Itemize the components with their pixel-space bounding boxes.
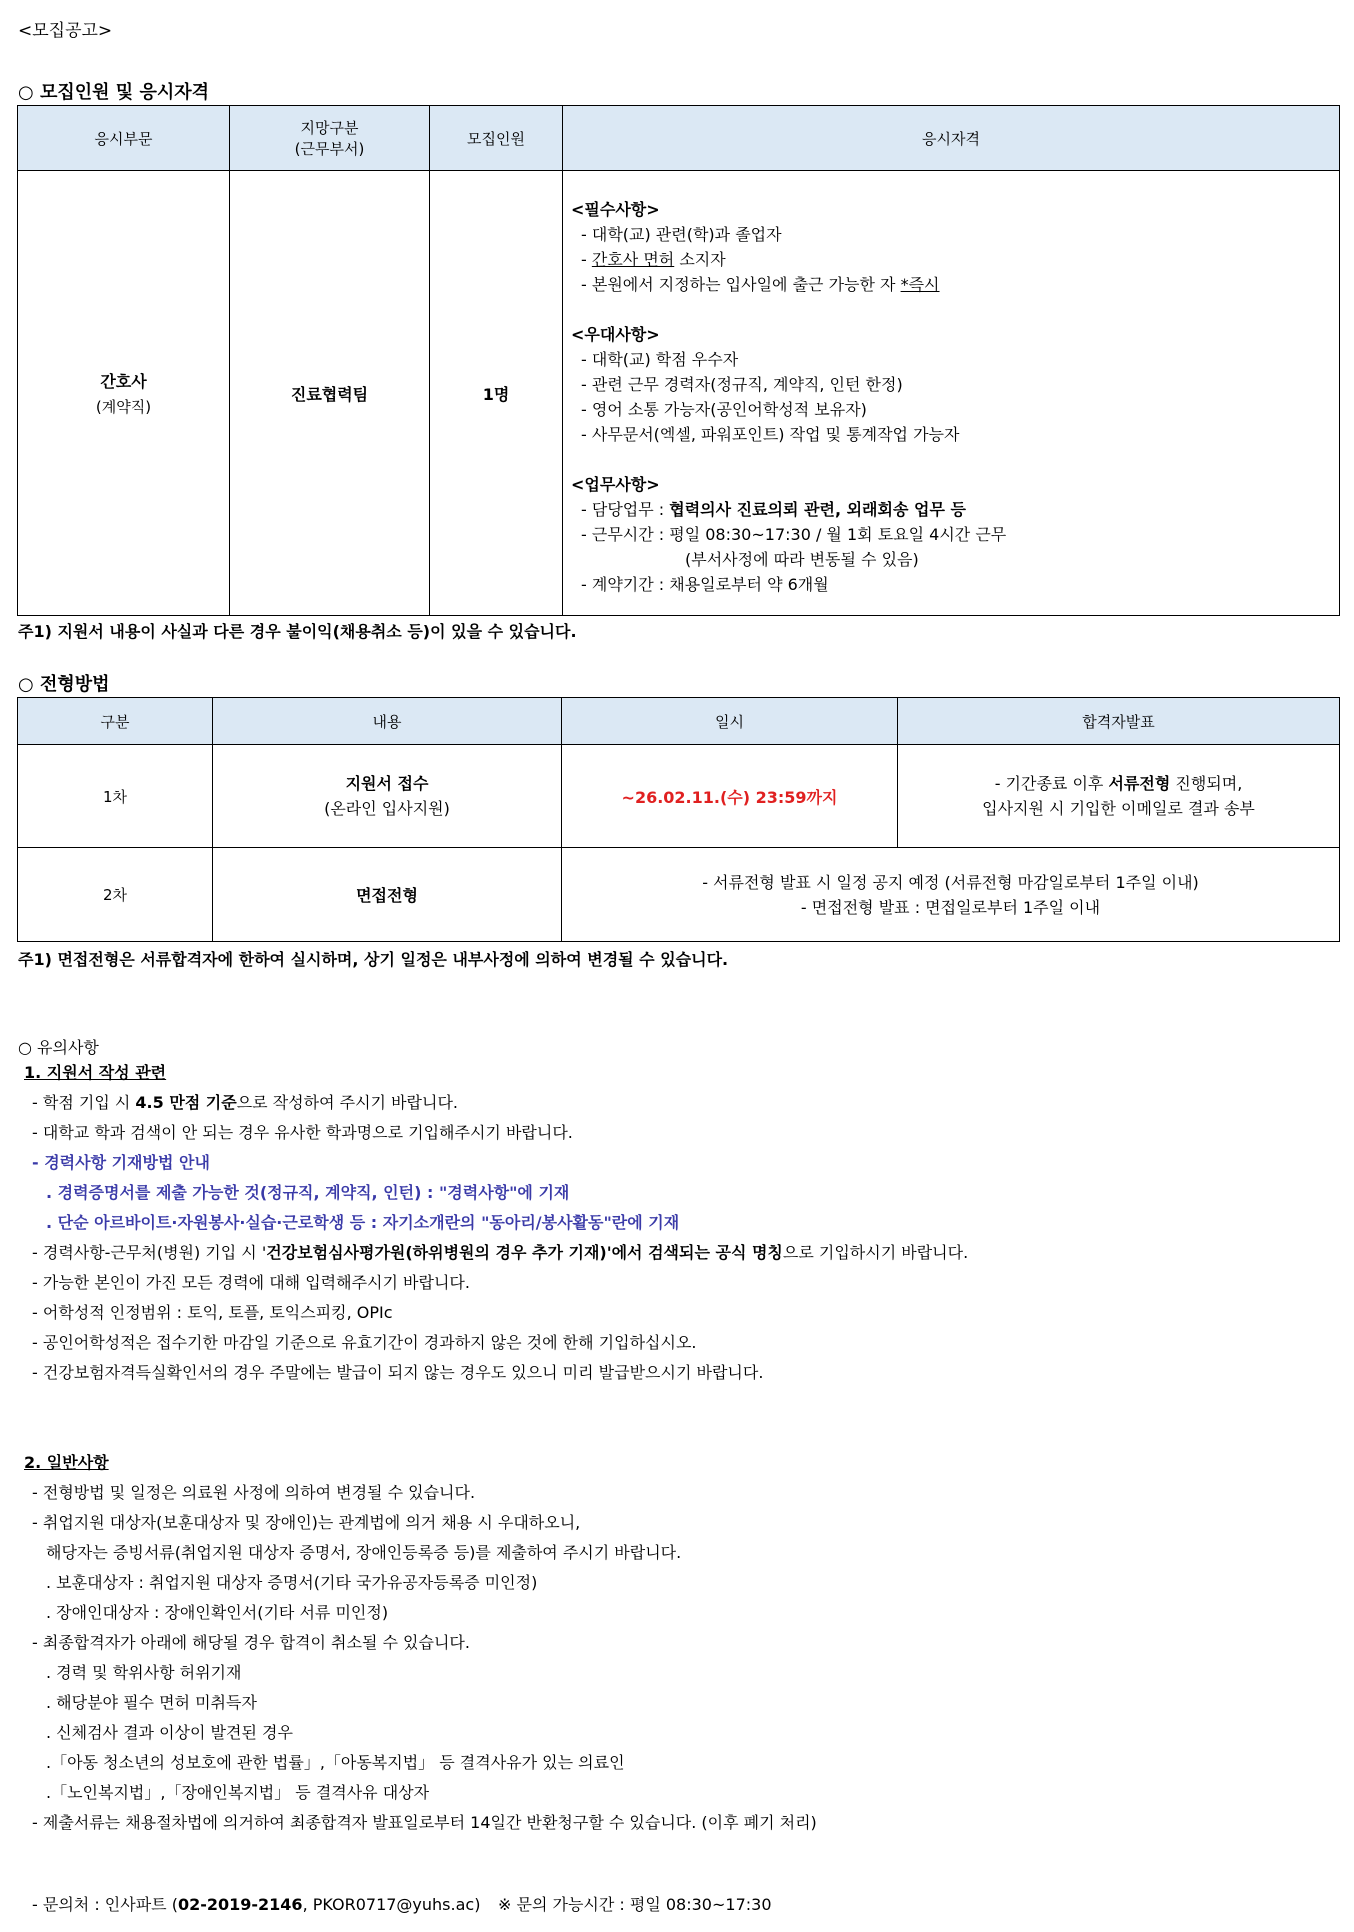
cell-count: 1명 bbox=[430, 171, 563, 616]
cell-content-1: 지원서 접수 (온라인 입사지원) bbox=[213, 745, 562, 848]
cell-date-1: ~26.02.11.(수) 23:59까지 bbox=[562, 745, 898, 848]
notice-item: - 어학성적 인정범위 : 토익, 토플, 토익스피킹, OPIc bbox=[32, 1303, 393, 1322]
notice-subheading-1: 1. 지원서 작성 관련 bbox=[24, 1063, 167, 1082]
header-content: 내용 bbox=[213, 698, 562, 745]
cell-content-2: 면접전형 bbox=[213, 848, 562, 942]
general-item: - 최종합격자가 아래에 해당될 경우 합격이 취소될 수 있습니다. bbox=[32, 1633, 470, 1652]
header-count: 모집인원 bbox=[430, 106, 563, 171]
cell-team: 진료협력팀 bbox=[230, 171, 430, 616]
notice-item: - 경력사항 기재방법 안내 bbox=[32, 1153, 210, 1172]
selection-note: 주1) 면접전형은 서류합격자에 한하여 실시하며, 상기 일정은 내부사정에 의하여 변경될 수 있습니다. bbox=[18, 950, 729, 969]
cell-info-2: - 서류전형 발표 시 일정 공지 예정 (서류전형 마감일로부터 1주일 이내) - 면접전형 발표 : 면접일로부터 1주일 이내 bbox=[562, 848, 1340, 942]
cell-result-1: - 기간종료 이후 서류전형 진행되며, 입사지원 시 기입한 이메일로 결과 송부 bbox=[898, 745, 1340, 848]
general-item: 해당자는 증빙서류(취업지원 대상자 증명서, 장애인등록증 등)를 제출하여 주시기 바랍니다. bbox=[46, 1543, 682, 1562]
header-division: 응시부문 bbox=[18, 106, 230, 171]
contact-hours: ※ 문의 가능시간 : 평일 08:30~17:30 bbox=[498, 1895, 772, 1914]
cell-qualifications: <필수사항> - 대학(교) 관련(학)과 졸업자 - 간호사 면허 소지자 - 본원에서 지정하는 입사일에 출근 가능한 자 *즉시 <우대사항> - 대학(교) 학점 우수자 - 관련 근무 경력자(정규직, 계약직, 인턴 한정) - 영어 소통 가능자(공인어학성적 보유자) - 사무문서(엑셀, 파워포인트) 작업 및 통계작업 가능자 <업무사항> - 담당업무 : 협력의사 진료의뢰 관련, 외래회송 업무 등 - 근무시간 : 평일 08:30~17:30 / 월 1회 토요일 4시간 근무 (부서사정에 따라 변동될 수 있음) - 계약기간 : 채용일로부터 약 6개월 bbox=[563, 171, 1340, 616]
general-item: .「아동 청소년의 성보호에 관한 법률」,「아동복지법」 등 결격사유가 있는 의료인 bbox=[46, 1753, 625, 1772]
cell-dept: 간호사 (계약직) bbox=[18, 171, 230, 616]
cell-stage-1: 1차 bbox=[18, 745, 213, 848]
header-result: 합격자발표 bbox=[898, 698, 1340, 745]
general-item: . 장애인대상자 : 장애인확인서(기타 서류 미인정) bbox=[46, 1603, 389, 1622]
contact-info: - 문의처 : 인사파트 (02-2019-2146, PKOR0717@yuhs.ac) bbox=[32, 1895, 481, 1914]
cell-stage-2: 2차 bbox=[18, 848, 213, 942]
recruitment-note: 주1) 지원서 내용이 사실과 다른 경우 불이익(채용취소 등)이 있을 수 있습니다. bbox=[18, 622, 577, 641]
header-stage: 구분 bbox=[18, 698, 213, 745]
page-title: <모집공고> bbox=[18, 21, 113, 41]
header-qualification: 응시자격 bbox=[563, 106, 1340, 171]
notice-subheading-2: 2. 일반사항 bbox=[24, 1453, 109, 1472]
header-date: 일시 bbox=[562, 698, 898, 745]
section-heading-recruitment: ○ 모집인원 및 응시자격 bbox=[18, 82, 209, 103]
general-item: . 보훈대상자 : 취업지원 대상자 증명서(기타 국가유공자등록증 미인정) bbox=[46, 1573, 538, 1592]
general-item: - 전형방법 및 일정은 의료원 사정에 의하여 변경될 수 있습니다. bbox=[32, 1483, 476, 1502]
general-item: - 제출서류는 채용절차법에 의거하여 최종합격자 발표일로부터 14일간 반환청구할 수 있습니다. (이후 폐기 처리) bbox=[32, 1813, 817, 1832]
notice-item: . 경력증명서를 제출 가능한 것(정규직, 계약직, 인턴) : "경력사항"에 기재 bbox=[46, 1183, 570, 1202]
recruitment-table bbox=[17, 105, 1340, 616]
notice-item: - 가능한 본인이 가진 모든 경력에 대해 입력해주시기 바랍니다. bbox=[32, 1273, 470, 1292]
notice-item: - 건강보험자격득실확인서의 경우 주말에는 발급이 되지 않는 경우도 있으니 미리 발급받으시기 바랍니다. bbox=[32, 1363, 764, 1382]
section-heading-notice: ○ 유의사항 bbox=[18, 1038, 99, 1057]
general-item: . 경력 및 학위사항 허위기재 bbox=[46, 1663, 242, 1682]
notice-item: - 학점 기입 시 4.5 만점 기준으로 작성하여 주시기 바랍니다. bbox=[32, 1093, 458, 1112]
notice-item: . 단순 아르바이트·자원봉사·실습·근로학생 등 : 자기소개란의 "동아리/봉사활동"란에 기재 bbox=[46, 1213, 680, 1232]
notice-item: - 대학교 학과 검색이 안 되는 경우 유사한 학과명으로 기입해주시기 바랍니다. bbox=[32, 1123, 573, 1142]
section-heading-selection: ○ 전형방법 bbox=[18, 674, 110, 695]
general-item: . 신체검사 결과 이상이 발견된 경우 bbox=[46, 1723, 293, 1742]
general-item: .「노인복지법」,「장애인복지법」 등 결격사유 대상자 bbox=[46, 1783, 430, 1802]
selection-table bbox=[17, 697, 1340, 942]
general-item: - 취업지원 대상자(보훈대상자 및 장애인)는 관계법에 의거 채용 시 우대하오니, bbox=[32, 1513, 581, 1532]
header-choice: 지망구분 (근무부서) bbox=[230, 106, 430, 171]
notice-item: - 공인어학성적은 접수기한 마감일 기준으로 유효기간이 경과하지 않은 것에 한해 기입하십시오. bbox=[32, 1333, 697, 1352]
notice-item: - 경력사항-근무처(병원) 기입 시 '건강보험심사평가원(하위병원의 경우 추가 기재)'에서 검색되는 공식 명칭으로 기입하시기 바랍니다. bbox=[32, 1243, 969, 1262]
general-item: . 해당분야 필수 면허 미취득자 bbox=[46, 1693, 257, 1712]
